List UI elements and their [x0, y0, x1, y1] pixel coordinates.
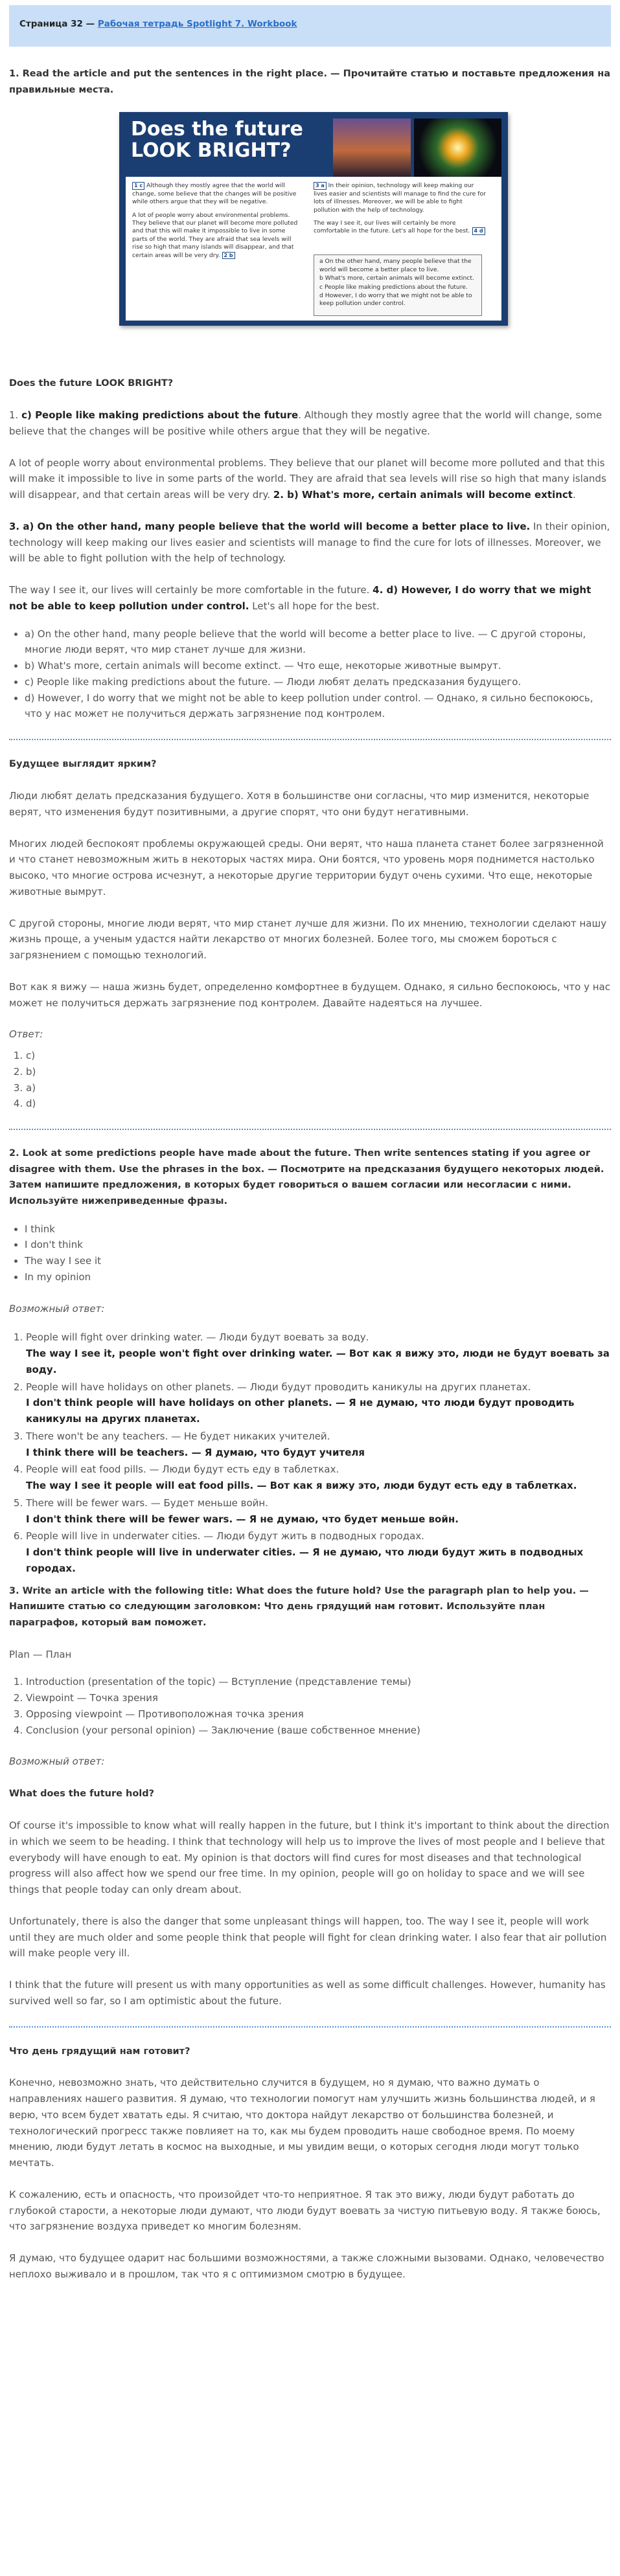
list-item: • I think [25, 1221, 611, 1237]
divider [9, 2026, 611, 2028]
list-item: 4. People will eat food pills. — Люди будут есть еду в таблетках. The way I see it people will eat food pills. — Вот как я вижу это, люди будут есть еду в таблетках. [26, 1462, 611, 1494]
page-header [9, 5, 611, 47]
ru-paragraph-2: Многих людей беспокоят проблемы окружающей среды. Они верят, что наша планета станет более загрязненной и что станет невозможным жить в некоторых частях мира. Они боятся, что уровень моря поднимется настолько высоко, что многие острова исчезнут, а некоторые другие территории будут очень сухими. Что еще, некоторые животные вымрут. [9, 837, 604, 898]
list-item: 4. Conclusion (your personal opinion) — Заключение (ваше собственное мнение) [26, 1723, 611, 1739]
gap-tag: 4 d [472, 227, 485, 235]
factory-smoke-photo [333, 119, 411, 177]
plan-label: Plan — План [9, 1648, 72, 1660]
ru-paragraph-4: Вот как я вижу — наша жизнь будет, определенно комфортнее в будущем. Однако, я сильно беспокоюсь, что у нас может не получиться держать загрязнение под контролем. Давайте надеяться на лучшее. [9, 980, 611, 1009]
task-2: 2. Look at some predictions people have made about the future. Then write sentences stating if you agree or disagree with them. Use the phrases in the box. — Посмотрите на предсказания будущего некоторых людей. Затем напишите предложения, в которых будет говориться о вашем согласии или несогласии с ними. Используйте нижеприведенные фразы. [9, 1148, 604, 1207]
list-item: 2. Viewpoint — Точка зрения [26, 1690, 611, 1706]
divider [9, 739, 611, 740]
page-number: Страница 32 — [19, 19, 95, 29]
gap-tag: 3 a [314, 182, 327, 190]
ru-article-title: Будущее выглядит ярким? [9, 759, 157, 770]
list-item: • c) People like making predictions about the future. — Люди любят делать предсказания будущего. [25, 674, 611, 690]
list-item: 4. d) [26, 1096, 611, 1112]
possible-answer-label: Возможный ответ: [9, 1756, 105, 1768]
essay-paragraph-2: Unfortunately, there is also the danger that some unpleasant things will happen, too. The way I see it, people will work until they are much older and some people think that people will fight for clean drinking water. I also fear that air pollution will make people very ill. [9, 1915, 607, 1960]
predictions-list [9, 1329, 611, 1576]
ru-paragraph-1: Люди любят делать предсказания будущего. Хотя в большинстве они согласны, что мир изменится, некоторые верят, что изменения будут позитивными, а другие спорят, что они будут негативными. [9, 790, 590, 818]
options-list [9, 626, 611, 723]
list-item: 5. There will be fewer wars. — Будет меньше войн. I don't think there will be fewer wars. — Я не думаю, что будет меньше войн. [26, 1495, 611, 1528]
article-paragraph-3: 3. a) On the other hand, many people believe that the world will become a better place to live. In their opinion, technology will keep making our lives easier and scientists will manage to find the cure for lots of illnesses. Moreover, we will be able to fight pollution with the help of technology. [9, 520, 610, 565]
list-item: • a) On the other hand, many people believe that the world will become a better place to live. — С другой стороны, многие люди верят, что мир станет лучше для жизни. [25, 626, 611, 659]
answer-label: Ответ: [9, 1028, 43, 1041]
task-1: 1. Read the article and put the sentences in the right place. — Прочитайте статью и поставьте предложения на правильные места. [9, 69, 611, 95]
space-photo [414, 119, 501, 177]
possible-answer-label: Возможный ответ: [9, 1302, 105, 1315]
list-item: 1. Introduction (presentation of the topic) — Вступление (представление темы) [26, 1674, 611, 1690]
divider [9, 1129, 611, 1130]
list-item: 3. a) [26, 1080, 611, 1096]
list-item: 3. There won't be any teachers. — Не будет никаких учителей. I think there will be teachers. — Я думаю, что будут учителя [26, 1429, 611, 1461]
list-item: • In my opinion [25, 1269, 611, 1285]
gap-tag: 2 b [222, 252, 235, 260]
list-item: • d) However, I do worry that we might not be able to keep pollution under control. — Однако, я сильно беспокоюсь, что у нас может не получиться держать загрязнение под контролем. [25, 690, 611, 723]
list-item: 1. c) [26, 1048, 611, 1064]
list-item: 3. Opposing viewpoint — Противоположная точка зрения [26, 1706, 611, 1723]
ru-essay-paragraph-2: К сожалению, есть и опасность, что произойдет что-то неприятное. Я так это вижу, люди будут работать до глубокой старости, а некоторые люди думают, что люди будут воевать за чистую питьевую воду. Я также боюсь, что загрязнение воздуха приведет ко многим болезням. [9, 2188, 601, 2233]
ru-essay-paragraph-3: Я думаю, что будущее одарит нас большими возможностями, а также сложными вызовами. Однако, человечество неплохо выживало и в прошлом, так что я с оптимизмом смотрю в будущее. [9, 2252, 604, 2280]
list-item: 1. People will fight over drinking water. — Люди будут воевать за воду. The way I see it, people won't fight over drinking water. — Вот как я вижу это, люди не будут воевать за воду. [26, 1329, 611, 1377]
figure-options-box: a On the other hand, many people believe that the world will become a better place to live. b What's more, certain animals will become extinct. c People like making predictions about the future. d However, I do worry that we might not be able to keep pollution under control. [314, 254, 482, 316]
list-item: • I don't think [25, 1237, 611, 1253]
plan-list [9, 1674, 611, 1738]
list-item: 2. People will have holidays on other planets. — Люди будут проводить каникулы на других планетах. I don't think people will have holidays on other planets. — Я не думаю, что люди будут проводить каникулы на других планетах. [26, 1379, 611, 1427]
essay-title: What does the future hold? [9, 1789, 155, 1800]
article-title: Does the future LOOK BRIGHT? [9, 378, 174, 389]
phrases-list [9, 1221, 611, 1285]
list-item: 2. b) [26, 1064, 611, 1080]
list-item: • b) What's more, certain animals will become extinct. — Что еще, некоторые животные вымрут. [25, 658, 611, 674]
article-paragraph-4: The way I see it, our lives will certainly be more comfortable in the future. 4. d) However, I do worry that we might not be able to keep pollution under control. Let's all hope for the best. [9, 584, 591, 612]
task-3: 3. Write an article with the following title: What does the future hold? Use the paragraph plan to help you. — Напишите статью со следующим заголовком: Что день грядущий нам готовит. Используйте план параграфов, который вам поможет. [9, 1585, 589, 1628]
figure-column-left: 1 c Although they mostly agree that the world will change, some believe that the changes will be positive while others argue that they will be negative. A lot of people worry about environmental problems. They believe that our planet will become more polluted and that this will make it impossible to live in some parts of the world. They are afraid that sea levels will rise so high that many islands will disappear, and that certain areas will be very dry. 2 b [132, 182, 298, 259]
essay-paragraph-1: Of course it's impossible to know what will really happen in the future, but I think it's important to think about the direction in which we seem to be heading. I think that technology will help us to improve the lives of most people and I believe that everybody will have enough to eat. My opinion is that doctors will find cures for most diseases and that technological progress will also affect how we spend our free time. In my opinion, people will go on holiday to space and we will see things that people today can only dream about. [9, 1820, 610, 1896]
workbook-link[interactable]: Рабочая тетрадь Spotlight 7. Workbook [97, 19, 297, 29]
list-item: 6. People will live in underwater cities. — Люди будут жить в подводных городах. I don't think people will live in underwater cities. — Я не думаю, что люди будут жить в подводных городах. [26, 1528, 611, 1576]
list-item: • The way I see it [25, 1253, 611, 1269]
article-paragraph-1: 1. c) People like making predictions about the future. Although they mostly agree that the world will change, some believe that the changes will be positive while others argue that they will be negative. [9, 409, 603, 437]
ru-essay-title: Что день грядущий нам готовит? [9, 2046, 190, 2057]
ru-paragraph-3: С другой стороны, многие люди верят, что мир станет лучше для жизни. По их мнению, технологии сделают нашу жизнь проще, а ученым удастся найти лекарство от многих болезней. Более того, мы сможем бороться с загрязнением с помощью технологий. [9, 917, 607, 962]
figure-article [126, 177, 501, 321]
answer-list [9, 1048, 611, 1112]
article-paragraph-2: A lot of people worry about environmental problems. They believe that our planet will become more polluted and that this will make it impossible to live in some parts of the world. They are afraid that sea levels will rise so high that many islands will disappear, and that certain areas will be very dry. 2. b) What's more, certain animals will become extinct. [9, 457, 606, 501]
figure-column-right: 3 a In their opinion, technology will keep making our lives easier and scientists will manage to find the cure for lots of illnesses. Moreover, we will be able to fight pollution with the help of technology. The way I see it, our lives will certainly be more comfortable in the future. Let's all hope for the best. 4 d [314, 182, 486, 235]
textbook-figure [119, 112, 508, 326]
figure-title: Does the future LOOK BRIGHT? [131, 118, 303, 163]
essay-paragraph-3: I think that the future will present us with many opportunities as well as some difficult challenges. However, humanity has survived well so far, so I am optimistic about the future. [9, 1979, 606, 2007]
ru-essay-paragraph-1: Конечно, невозможно знать, что действительно случится в будущем, но я думаю, что важно думать о направлениях нашего развития. Я думаю, что технологии помогут нам улучшить жизнь большинства людей, и я верю, что всем будет хватать еды. Я считаю, что доктора найдут лекарство от большинства болезней, и технологический прогресс также повлияет на то, как мы будем проводить наше свободное время. По моему мнению, люди будут летать в космос на выходные, и мы увидим вещи, о которых сегодня люди могут только мечтать. [9, 2077, 595, 2169]
gap-tag: 1 c [132, 182, 144, 190]
